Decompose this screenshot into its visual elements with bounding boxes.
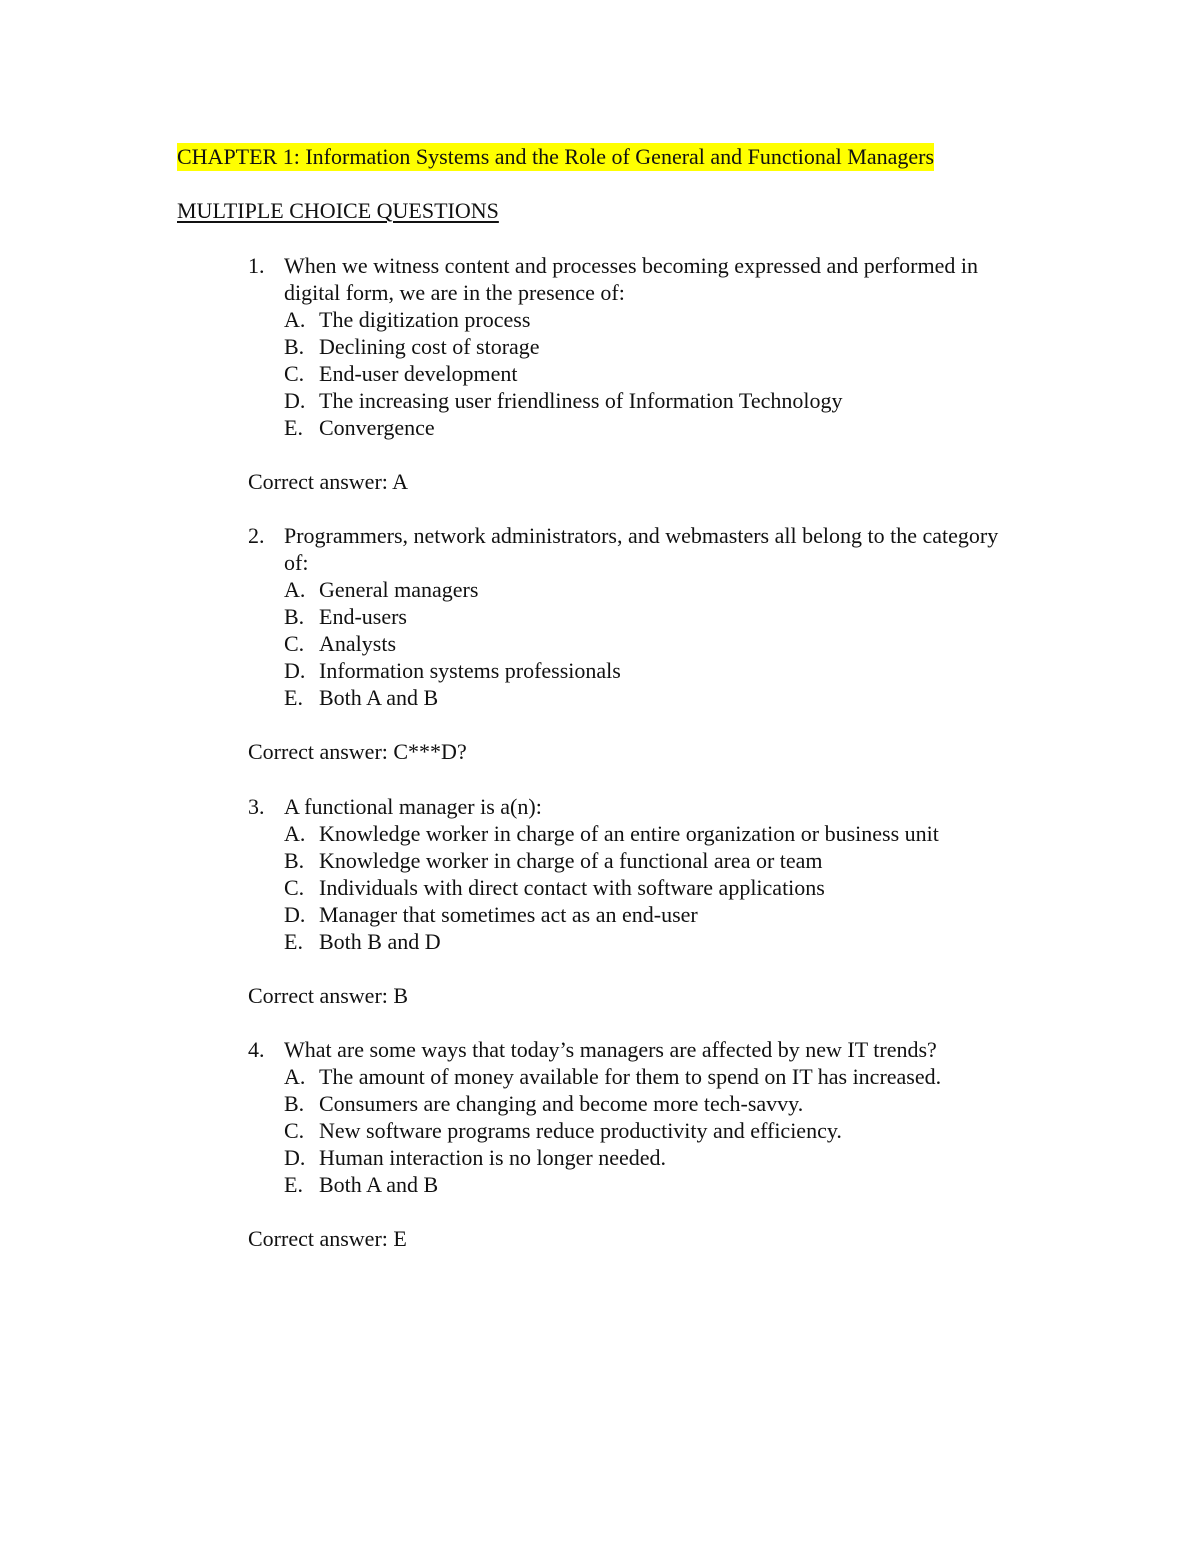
option-d [248,1144,1028,1171]
correct-answer: Correct answer: C***D? [248,739,467,764]
question-4 [248,1036,1028,1252]
question-1 [248,252,1028,495]
question-text: Programmers, network administrators, and webmasters all belong to the category of: [284,523,999,575]
option-e [248,1171,1028,1198]
option-e [248,928,1028,955]
question-text: When we witness content and processes becoming expressed and performed in digital form, we are in the presence of: [284,253,978,305]
option-text: End-users [319,604,407,629]
option-b [248,603,1028,630]
option-letter: D. [284,902,306,927]
option-text: Knowledge worker in charge of an entire organization or business unit [319,821,939,846]
option-letter: C. [284,361,305,386]
option-d [248,657,1028,684]
option-letter: D. [284,388,306,413]
question-stem [248,793,1028,820]
option-text: The amount of money available for them to spend on IT has increased. [319,1064,942,1089]
option-a [248,306,1028,333]
question-3 [248,793,1028,1009]
option-list [248,576,1028,711]
option-b [248,1090,1028,1117]
option-c [248,630,1028,657]
option-text: Both A and B [319,685,439,710]
option-letter: C. [284,875,305,900]
question-number: 3. [248,794,265,819]
question-number: 4. [248,1037,265,1062]
option-letter: C. [284,1118,305,1143]
option-d [248,387,1028,414]
option-text: Consumers are changing and become more tech-savvy. [319,1091,804,1116]
option-letter: D. [284,658,306,683]
option-text: The digitization process [319,307,531,332]
option-letter: E. [284,415,303,440]
option-d [248,901,1028,928]
option-letter: B. [284,848,305,873]
option-text: Information systems professionals [319,658,621,683]
option-text: Human interaction is no longer needed. [319,1145,667,1170]
option-letter: A. [284,1064,306,1089]
option-text: Convergence [319,415,435,440]
option-letter: C. [284,631,305,656]
option-letter: B. [284,1091,305,1116]
option-letter: B. [284,604,305,629]
correct-answer: Correct answer: E [248,1226,407,1251]
option-e [248,414,1028,441]
option-b [248,847,1028,874]
question-stem [248,1036,1028,1063]
option-letter: A. [284,821,306,846]
chapter-title [177,143,934,170]
question-stem [248,522,1028,576]
option-text: End-user development [319,361,518,386]
question-text: A functional manager is a(n): [284,794,542,819]
option-c [248,360,1028,387]
correct-answer: Correct answer: A [248,469,409,494]
question-2 [248,522,1028,765]
option-text: Both A and B [319,1172,439,1197]
correct-answer: Correct answer: B [248,983,409,1008]
option-b [248,333,1028,360]
question-number: 1. [248,253,265,278]
question-stem [248,252,1028,306]
option-a [248,576,1028,603]
option-list [248,820,1028,955]
question-text: What are some ways that today’s managers are affected by new IT trends? [284,1037,937,1062]
option-c [248,874,1028,901]
option-letter: A. [284,307,306,332]
option-letter: B. [284,334,305,359]
option-text: Knowledge worker in charge of a functional area or team [319,848,823,873]
option-list [248,306,1028,441]
option-text: Manager that sometimes act as an end-user [319,902,698,927]
option-text: Both B and D [319,929,441,954]
option-letter: D. [284,1145,306,1170]
chapter-title-text: CHAPTER 1: Information Systems and the Role of General and Functional Managers [177,144,935,169]
option-a [248,1063,1028,1090]
section-heading: MULTIPLE CHOICE QUESTIONS [177,198,499,223]
option-letter: A. [284,577,306,602]
option-text: New software programs reduce productivity and efficiency. [319,1118,842,1143]
option-text: The increasing user friendliness of Information Technology [319,388,843,413]
question-number: 2. [248,523,265,548]
option-e [248,684,1028,711]
option-text: Analysts [319,631,396,656]
option-letter: E. [284,1172,303,1197]
option-c [248,1117,1028,1144]
option-list [248,1063,1028,1198]
option-a [248,820,1028,847]
option-text: Individuals with direct contact with software applications [319,875,825,900]
option-text: Declining cost of storage [319,334,540,359]
option-letter: E. [284,685,303,710]
option-letter: E. [284,929,303,954]
option-text: General managers [319,577,479,602]
